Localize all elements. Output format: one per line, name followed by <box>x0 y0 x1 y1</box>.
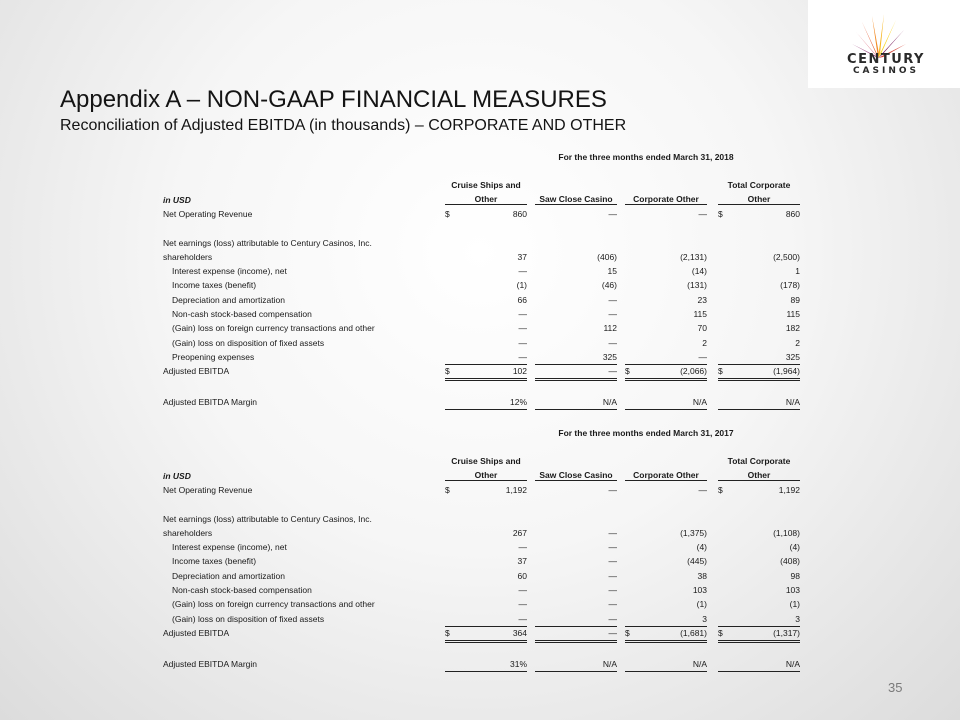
value: 38 <box>697 570 707 581</box>
value: — <box>608 294 617 305</box>
row-label: Preopening expenses <box>172 351 255 362</box>
column-header-corporate-other: Corporate Other <box>625 194 707 205</box>
value-cell-3 <box>625 570 707 583</box>
column-header-saw-close: Saw Close Casino <box>535 194 617 205</box>
adjustment-row <box>163 351 803 364</box>
value-cell-2 <box>535 351 617 365</box>
value: (1,964) <box>773 366 800 377</box>
value: N/A <box>785 658 800 669</box>
value-cell-3 <box>625 541 707 554</box>
adjustment-row <box>163 598 803 611</box>
value-cell-4 <box>718 527 800 540</box>
column-header-cruise-bottom: Other <box>445 470 527 481</box>
currency-symbol: $ <box>445 366 450 377</box>
value-cell-1 <box>445 658 527 672</box>
value-cell-1 <box>445 613 527 627</box>
column-header-total-top: Total Corporate <box>727 180 791 190</box>
value-cell-1 <box>445 527 527 540</box>
value-cell-3 <box>625 613 707 627</box>
value: — <box>608 337 617 348</box>
value: N/A <box>692 658 707 669</box>
value: — <box>608 599 617 610</box>
value: — <box>608 528 617 538</box>
value-cell-4 <box>718 279 800 292</box>
value-cell-2 <box>535 365 617 381</box>
column-header-cruise-bottom: Other <box>445 194 527 205</box>
value: — <box>518 613 527 624</box>
row-label: Net Operating Revenue <box>163 209 253 219</box>
column-header-total-bottom: Other <box>718 470 800 481</box>
value-cell-2 <box>535 527 617 540</box>
value: 115 <box>693 308 707 319</box>
value-cell-4 <box>718 208 800 221</box>
value: (408) <box>780 556 800 567</box>
value-cell-2 <box>535 541 617 554</box>
column-header-saw-close: Saw Close Casino <box>535 470 617 481</box>
value-cell-4 <box>718 294 800 307</box>
value-cell-2 <box>535 308 617 321</box>
value: 364 <box>512 627 527 638</box>
row-label: Adjusted EBITDA <box>163 366 230 377</box>
value: — <box>608 308 617 319</box>
value: — <box>608 485 617 495</box>
row-label: Income taxes (benefit) <box>172 280 257 291</box>
value: 37 <box>517 556 527 567</box>
value-cell-4 <box>718 484 800 497</box>
adjustment-row <box>163 570 803 583</box>
adjustment-row <box>163 265 803 278</box>
value: 60 <box>517 570 527 581</box>
value: (4) <box>789 542 800 552</box>
value-cell-3 <box>625 555 707 568</box>
value: (1) <box>789 599 800 610</box>
value: — <box>608 584 617 595</box>
value-cell-1 <box>445 308 527 321</box>
value: N/A <box>602 658 617 669</box>
value-cell-1 <box>445 265 527 278</box>
value: 860 <box>512 209 527 219</box>
value-cell-3 <box>625 396 707 410</box>
value-cell-3 <box>625 365 707 381</box>
currency-symbol: $ <box>718 209 723 219</box>
page-title: Appendix A – NON-GAAP FINANCIAL MEASURES <box>60 86 607 113</box>
column-header-cruise-top: Cruise Ships and <box>451 456 521 466</box>
value-cell-4 <box>718 251 800 264</box>
page-number: 35 <box>888 680 903 695</box>
value: 1 <box>795 266 800 276</box>
revenue-row <box>163 208 803 221</box>
value-cell-3 <box>625 308 707 321</box>
net-earnings-label: Net earnings (loss) attributable to Century Casinos, Inc. <box>163 238 372 248</box>
value: (1,375) <box>680 528 707 538</box>
value-cell-1 <box>445 251 527 264</box>
value-cell-2 <box>535 208 617 221</box>
value-cell-4 <box>718 365 800 381</box>
value: — <box>608 627 617 638</box>
row-label: (Gain) loss on disposition of fixed assets <box>172 337 325 348</box>
value-cell-2 <box>535 396 617 410</box>
value: — <box>518 308 527 319</box>
logo-text-century: CENTURY <box>847 52 925 67</box>
value-cell-3 <box>625 527 707 540</box>
value: (1,681) <box>680 627 707 638</box>
row-label: (Gain) loss on foreign currency transactions and other <box>172 323 375 334</box>
adjustment-row <box>163 584 803 597</box>
value-cell-3 <box>625 208 707 221</box>
adjusted-ebitda-row <box>163 365 803 378</box>
value: 3 <box>795 613 800 624</box>
row-label: Interest expense (income), net <box>172 542 287 552</box>
value: — <box>698 351 707 362</box>
value: — <box>608 542 617 552</box>
value: 3 <box>702 613 707 624</box>
value: — <box>518 337 527 348</box>
value-cell-3 <box>625 351 707 365</box>
value: 89 <box>790 294 800 305</box>
unit-label: in USD <box>163 195 191 205</box>
value-cell-4 <box>718 351 800 365</box>
value-cell-1 <box>445 322 527 335</box>
value-cell-1 <box>445 627 527 643</box>
value-cell-2 <box>535 627 617 643</box>
revenue-row <box>163 484 803 497</box>
value: 12% <box>509 397 527 408</box>
value: (4) <box>696 542 707 552</box>
value-cell-4 <box>718 555 800 568</box>
value: 31% <box>509 658 527 669</box>
unit-label: in USD <box>163 471 191 481</box>
value: N/A <box>785 397 800 408</box>
row-label: Non-cash stock-based compensation <box>172 308 312 319</box>
value: 112 <box>603 323 617 334</box>
value-cell-4 <box>718 584 800 597</box>
row-label: Depreciation and amortization <box>172 570 285 581</box>
value-cell-2 <box>535 251 617 264</box>
value: (46) <box>601 280 617 291</box>
value: 1,192 <box>505 485 527 495</box>
value-cell-2 <box>535 484 617 497</box>
value: N/A <box>602 397 617 408</box>
value-cell-4 <box>718 613 800 627</box>
net-earnings-row <box>163 527 803 540</box>
value-cell-2 <box>535 294 617 307</box>
adjusted-ebitda-margin-row <box>163 658 803 671</box>
value-cell-3 <box>625 598 707 611</box>
adjusted-ebitda-row <box>163 627 803 640</box>
column-header-cruise-top: Cruise Ships and <box>451 180 521 190</box>
value: — <box>698 209 707 219</box>
value-cell-4 <box>718 627 800 643</box>
adjustment-row <box>163 337 803 350</box>
value: 66 <box>517 294 527 305</box>
row-label: (Gain) loss on foreign currency transactions and other <box>172 599 375 610</box>
value-cell-1 <box>445 396 527 410</box>
value-cell-2 <box>535 570 617 583</box>
net-earnings-row <box>163 251 803 264</box>
value: N/A <box>692 397 707 408</box>
row-label: shareholders <box>163 528 213 538</box>
value: 325 <box>602 351 617 362</box>
value: — <box>608 209 617 219</box>
currency-symbol: $ <box>718 366 723 377</box>
value: — <box>518 584 527 595</box>
row-label: (Gain) loss on disposition of fixed assets <box>172 613 325 624</box>
value: 267 <box>512 528 527 538</box>
value: (1,317) <box>773 627 800 638</box>
value-cell-3 <box>625 627 707 643</box>
adjustment-row <box>163 294 803 307</box>
value: (1,108) <box>773 528 800 538</box>
value: 102 <box>512 366 527 377</box>
value-cell-1 <box>445 279 527 292</box>
value-cell-4 <box>718 541 800 554</box>
value: 103 <box>785 584 800 595</box>
value-cell-3 <box>625 322 707 335</box>
value: (445) <box>687 556 707 567</box>
value: — <box>518 599 527 610</box>
currency-symbol: $ <box>445 627 450 638</box>
logo-text-casinos: CASINOS <box>852 66 920 76</box>
value-cell-4 <box>718 322 800 335</box>
value: 2 <box>702 337 707 348</box>
value: (2,500) <box>773 252 800 262</box>
value: 1,192 <box>778 485 800 495</box>
row-label: Adjusted EBITDA Margin <box>163 658 258 669</box>
value: 103 <box>692 584 707 595</box>
column-header-corporate-other: Corporate Other <box>625 470 707 481</box>
value: 2 <box>795 337 800 348</box>
value: — <box>518 323 527 334</box>
value-cell-2 <box>535 598 617 611</box>
value-cell-2 <box>535 658 617 672</box>
value-cell-3 <box>625 337 707 350</box>
currency-symbol: $ <box>718 485 723 495</box>
value: 23 <box>697 294 707 305</box>
value: (14) <box>691 266 707 276</box>
value-cell-1 <box>445 294 527 307</box>
value-cell-4 <box>718 658 800 672</box>
adjustment-row <box>163 308 803 321</box>
currency-symbol: $ <box>718 627 723 638</box>
value-cell-1 <box>445 598 527 611</box>
value: — <box>608 570 617 581</box>
currency-symbol: $ <box>625 627 630 638</box>
value-cell-4 <box>718 265 800 278</box>
adjusted-ebitda-margin-row <box>163 396 803 409</box>
value-cell-1 <box>445 337 527 350</box>
value: (2,066) <box>680 366 707 377</box>
value-cell-2 <box>535 613 617 627</box>
value-cell-2 <box>535 555 617 568</box>
value: — <box>698 485 707 495</box>
value-cell-1 <box>445 555 527 568</box>
value: 325 <box>785 351 800 362</box>
value: — <box>608 613 617 624</box>
value: (1) <box>516 280 527 291</box>
value-cell-3 <box>625 294 707 307</box>
period-header: For the three months ended March 31, 2018 <box>558 152 734 162</box>
value-cell-1 <box>445 208 527 221</box>
page-subtitle: Reconciliation of Adjusted EBITDA (in thousands) – CORPORATE AND OTHER <box>60 117 627 134</box>
value-cell-3 <box>625 265 707 278</box>
adjustment-row <box>163 322 803 335</box>
value-cell-4 <box>718 598 800 611</box>
value-cell-1 <box>445 570 527 583</box>
net-earnings-label: Net earnings (loss) attributable to Century Casinos, Inc. <box>163 514 372 524</box>
value: — <box>518 542 527 552</box>
value-cell-3 <box>625 484 707 497</box>
adjustment-row <box>163 541 803 554</box>
value-cell-4 <box>718 337 800 350</box>
row-label: Adjusted EBITDA <box>163 627 230 638</box>
value-cell-4 <box>718 396 800 410</box>
value-cell-2 <box>535 265 617 278</box>
value-cell-2 <box>535 279 617 292</box>
row-label: shareholders <box>163 252 213 262</box>
value-cell-4 <box>718 570 800 583</box>
value: 182 <box>785 323 800 334</box>
value: 70 <box>697 323 707 334</box>
row-label: Depreciation and amortization <box>172 294 285 305</box>
row-label: Income taxes (benefit) <box>172 556 257 567</box>
row-label: Non-cash stock-based compensation <box>172 584 312 595</box>
value-cell-1 <box>445 351 527 365</box>
column-header-total-top: Total Corporate <box>727 456 791 466</box>
value-cell-1 <box>445 484 527 497</box>
currency-symbol: $ <box>445 209 450 219</box>
currency-symbol: $ <box>625 366 630 377</box>
century-casinos-logo <box>808 0 960 88</box>
adjustment-row <box>163 555 803 568</box>
value: (2,131) <box>680 252 707 262</box>
value: 98 <box>790 570 800 581</box>
adjustment-row <box>163 613 803 626</box>
row-label: Net Operating Revenue <box>163 485 253 495</box>
value-cell-3 <box>625 658 707 672</box>
value: 15 <box>607 266 617 276</box>
value: — <box>518 351 527 362</box>
value: (178) <box>780 280 800 291</box>
value-cell-1 <box>445 541 527 554</box>
value-cell-4 <box>718 308 800 321</box>
value: 860 <box>785 209 800 219</box>
value-cell-1 <box>445 584 527 597</box>
value-cell-2 <box>535 584 617 597</box>
currency-symbol: $ <box>445 485 450 495</box>
row-label: Interest expense (income), net <box>172 266 287 276</box>
value-cell-1 <box>445 365 527 381</box>
value-cell-2 <box>535 322 617 335</box>
value-cell-3 <box>625 279 707 292</box>
value: (1) <box>696 599 707 610</box>
value-cell-2 <box>535 337 617 350</box>
value: 37 <box>517 252 527 262</box>
column-header-total-bottom: Other <box>718 194 800 205</box>
row-label: Adjusted EBITDA Margin <box>163 397 258 408</box>
adjustment-row <box>163 279 803 292</box>
value: 115 <box>786 308 800 319</box>
value: — <box>608 366 617 377</box>
value: (131) <box>687 280 707 291</box>
value-cell-3 <box>625 584 707 597</box>
period-header: For the three months ended March 31, 2017 <box>558 428 734 438</box>
value: — <box>518 266 527 276</box>
value-cell-3 <box>625 251 707 264</box>
value: — <box>608 556 617 567</box>
value: (406) <box>597 252 617 262</box>
